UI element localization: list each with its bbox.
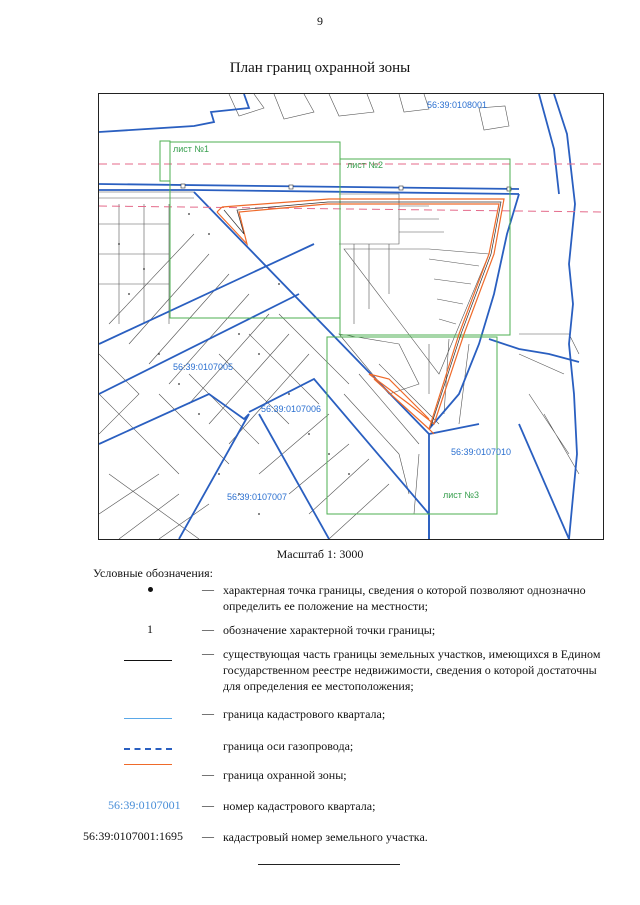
legend-dash: — bbox=[202, 622, 214, 636]
parcel-lines bbox=[99, 94, 579, 539]
kvartal-label-107005: 56:39:0107005 bbox=[173, 362, 234, 372]
legend-dash: — bbox=[202, 706, 214, 720]
bottom-rule bbox=[258, 864, 400, 865]
kvartal-label-108001: 56:39:0108001 bbox=[427, 100, 488, 110]
legend-text: номер кадастрового квартала; bbox=[223, 799, 376, 813]
boundary-points bbox=[118, 213, 350, 515]
legend-text: граница кадастрового квартала; bbox=[223, 707, 386, 721]
legend-title: Условные обозначения: bbox=[93, 566, 214, 580]
legend-dash: — bbox=[202, 767, 214, 781]
legend-text: обозначение характерной точки границы; bbox=[223, 623, 436, 637]
kvartal-number-symbol: 56:39:0107001 bbox=[108, 798, 181, 812]
legend-text: граница охранной зоны; bbox=[223, 768, 347, 782]
legend-dash: — bbox=[202, 582, 214, 596]
legend-text: граница оси газопровода; bbox=[223, 739, 354, 753]
boundary-plan-map bbox=[98, 93, 604, 540]
gas-axis-line-icon bbox=[124, 748, 172, 750]
kvartal-label-107010: 56:39:0107010 bbox=[451, 447, 512, 457]
legend-row-point bbox=[0, 582, 640, 622]
legend-text: характерная точка границы, сведения о которой позволяют однозначно определить ее положение на местности; bbox=[223, 583, 586, 613]
point-symbol-icon bbox=[148, 587, 153, 592]
scale-label: Масштаб 1: 3000 bbox=[276, 547, 364, 561]
protection-zone-border bbox=[217, 199, 504, 434]
legend-dash: — bbox=[202, 646, 214, 660]
gas-axis-lines bbox=[99, 164, 603, 212]
cadastral-number-symbol: 56:39:0107001:1695 bbox=[83, 829, 184, 843]
kvartal-label-107007: 56:39:0107007 bbox=[227, 492, 288, 502]
kvartal-borders bbox=[99, 94, 579, 539]
legend-row-cadastral-number bbox=[0, 829, 640, 869]
legend-text: существующая часть границы земельных участков, имеющихся в Едином государственном реестре недвижимости, сведения о которой достаточны для определения ее местоположения; bbox=[223, 647, 601, 693]
sheet-frames bbox=[160, 141, 510, 514]
sheet-1-label: лист №1 bbox=[173, 144, 210, 154]
parcel-border-line-icon bbox=[124, 660, 172, 661]
kvartal-border-line-icon bbox=[124, 718, 172, 719]
protection-zone-line-icon bbox=[124, 764, 172, 765]
point-number-symbol: 1 bbox=[147, 622, 153, 636]
kvartal-label-107006: 56:39:0107006 bbox=[261, 404, 322, 414]
legend-row-parcel-border bbox=[0, 646, 640, 696]
legend-dash: — bbox=[202, 829, 214, 843]
sheet-3-label: лист №3 bbox=[443, 490, 480, 500]
page-title: План границ охранной зоны bbox=[229, 60, 411, 76]
sheet-2-label: лист №2 bbox=[347, 160, 384, 170]
page-number: 9 bbox=[317, 14, 323, 28]
legend-text: кадастровый номер земельного участка. bbox=[223, 830, 428, 844]
legend-dash: — bbox=[202, 798, 214, 812]
